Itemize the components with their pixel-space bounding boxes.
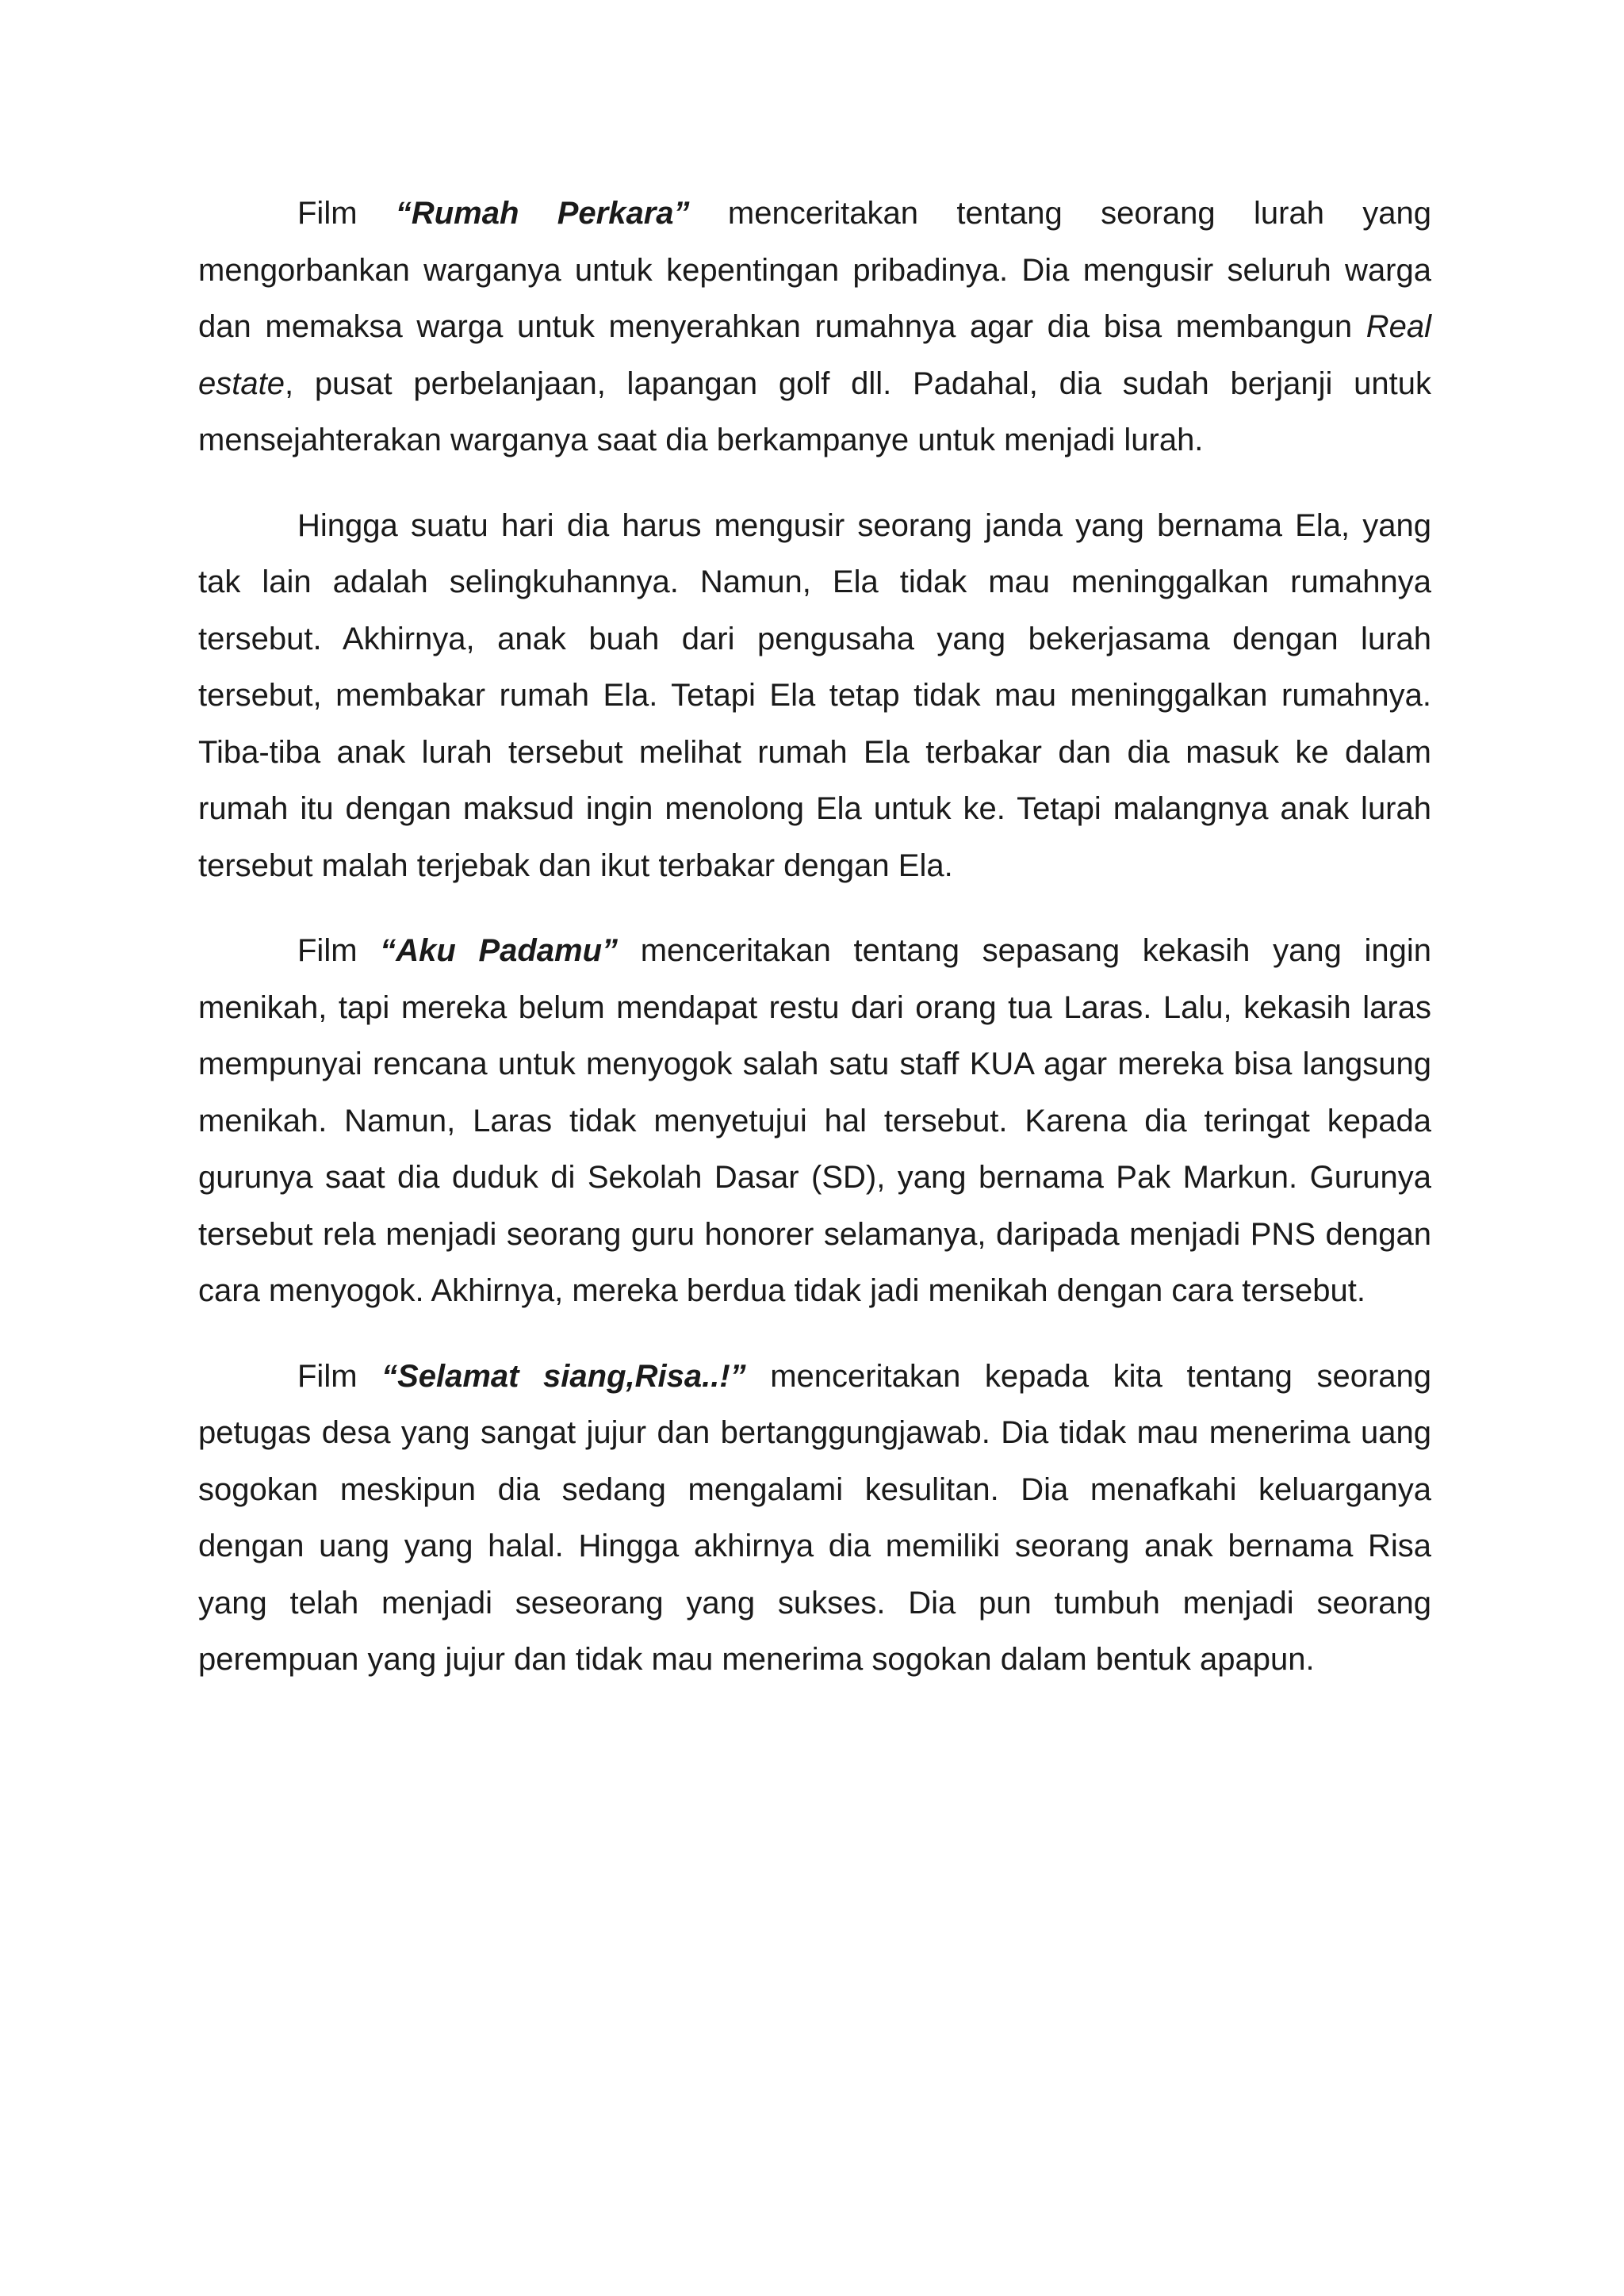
paragraph-ela-story xyxy=(198,498,1431,895)
paragraph-aku-padamu xyxy=(198,923,1431,1320)
paragraph-text: menceritakan tentang sepasang kekasih yang ingin menikah, tapi mereka belum mendapat restu dari orang tua Laras. Lalu, kekasih laras mempunyai rencana untuk menyogok salah satu staff KUA agar mereka bisa langsung menikah. Namun, Laras tidak menyetujui hal tersebut. Karena dia teringat kepada gurunya saat dia duduk di Sekolah Dasar (SD), yang bernama Pak Markun. Gurunya tersebut rela menjadi seorang guru honorer selamanya, daripada menjadi PNS dengan cara menyogok. Akhirnya, mereka berdua tidak jadi menikah dengan cara tersebut. xyxy=(198,933,1431,1308)
document-page xyxy=(198,186,1431,1717)
paragraph-rumah-perkara xyxy=(198,186,1431,469)
paragraph-text: , pusat perbelanjaan, lapangan golf dll. Padahal, dia sudah berjanji untuk mensejahterakan warganya saat dia berkampanye untuk menjadi lurah. xyxy=(198,365,1431,457)
italic-term-real-estate: Real estate xyxy=(198,309,1431,401)
film-title-aku-padamu: “Aku Padamu” xyxy=(380,933,619,968)
film-title-rumah-perkara: “Rumah Perkara” xyxy=(395,196,690,231)
paragraph-intro: Film xyxy=(297,1358,382,1394)
paragraph-text: Hingga suatu hari dia harus mengusir seorang janda yang bernama Ela, yang tak lain adalah selingkuhannya. Namun, Ela tidak mau meninggalkan rumahnya tersebut. Akhirnya, anak buah dari pengusaha yang bekerjasama dengan lurah tersebut, membakar rumah Ela. Tetapi Ela tetap tidak mau meninggalkan rumahnya. Tiba-tiba anak lurah tersebut melihat rumah Ela terbakar dan dia masuk ke dalam rumah itu dengan maksud ingin menolong Ela untuk ke. Tetapi malangnya anak lurah tersebut malah terjebak dan ikut terbakar dengan Ela. xyxy=(198,507,1431,883)
paragraph-selamat-siang-risa xyxy=(198,1349,1431,1689)
paragraph-intro: Film xyxy=(297,196,396,231)
paragraph-text: menceritakan kepada kita tentang seorang petugas desa yang sangat jujur dan bertanggungjawab. Dia tidak mau menerima uang sogokan meskipun dia sedang mengalami kesulitan. Dia menafkahi keluarganya dengan uang yang halal. Hingga akhirnya dia memiliki seorang anak bernama Risa yang telah menjadi seseorang yang sukses. Dia pun tumbuh menjadi seorang perempuan yang jujur dan tidak mau menerima sogokan dalam bentuk apapun. xyxy=(198,1358,1432,1677)
paragraph-text: menceritakan tentang seorang lurah yang mengorbankan warganya untuk kepentingan pribadinya. Dia mengusir seluruh warga dan memaksa warga untuk menyerahkan rumahnya agar dia bisa membangun xyxy=(198,196,1432,344)
paragraph-intro: Film xyxy=(297,933,381,968)
film-title-selamat-siang-risa: “Selamat siang,Risa..!” xyxy=(381,1358,746,1394)
